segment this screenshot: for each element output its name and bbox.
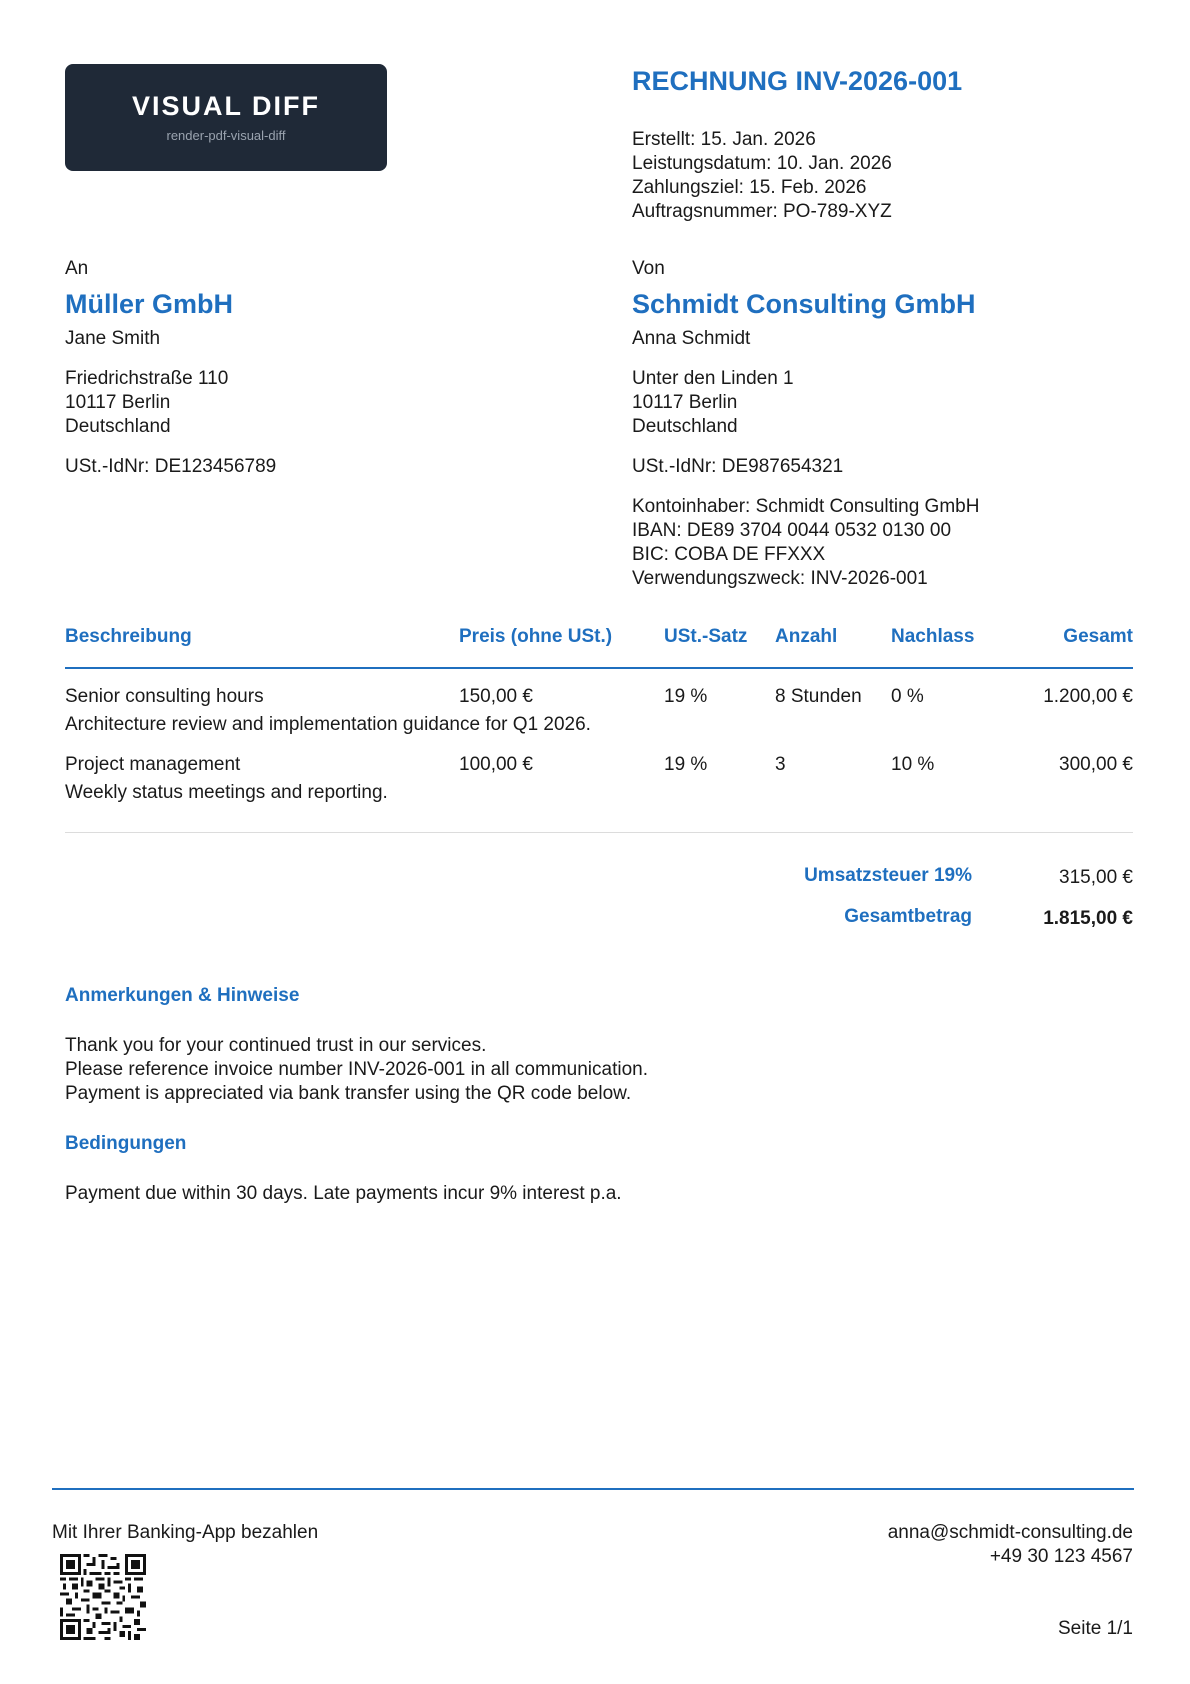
sender-address-line: 10117 Berlin	[632, 392, 738, 413]
notes-line: Please reference invoice number INV-2026-001 in all communication.	[65, 1059, 648, 1080]
meta-created: Erstellt: 15. Jan. 2026	[632, 129, 816, 150]
bank-account-holder: Kontoinhaber: Schmidt Consulting GmbH	[632, 496, 980, 517]
row-price: 150,00 €	[459, 686, 533, 707]
contact-email: anna@schmidt-consulting.de	[887, 1522, 1133, 1543]
row-discount: 10 %	[891, 754, 935, 775]
meta-order-number: Auftragsnummer: PO-789-XYZ	[632, 201, 892, 222]
invoice-title: RECHNUNG INV-2026-001	[632, 66, 963, 96]
row-description: Project management	[65, 754, 241, 775]
recipient-contact: Jane Smith	[65, 328, 161, 349]
bank-iban: IBAN: DE89 3704 0044 0532 0130 00	[632, 520, 952, 541]
row-vat-rate: 19 %	[664, 686, 708, 707]
sender-address-line: Unter den Linden 1	[632, 368, 794, 389]
contact-phone: +49 30 123 4567	[989, 1546, 1133, 1567]
company-logo	[65, 64, 387, 171]
recipient-block	[65, 257, 565, 479]
notes-line: Thank you for your continued trust in our services.	[65, 1035, 487, 1056]
footer-rule	[52, 1488, 1134, 1490]
row-description: Senior consulting hours	[65, 686, 264, 707]
notes-body	[65, 1034, 648, 1106]
recipient-label: An	[65, 258, 89, 279]
sender-block	[632, 257, 1132, 591]
col-header-discount: Nachlass	[891, 626, 975, 647]
logo-subtitle: render-pdf-visual-diff	[166, 128, 286, 143]
page-number: Seite 1/1	[1058, 1618, 1133, 1639]
col-header-quantity: Anzahl	[775, 626, 838, 647]
col-header-description: Beschreibung	[65, 626, 192, 647]
vat-total-value: 315,00 €	[1059, 867, 1133, 888]
row-total: 300,00 €	[1059, 754, 1133, 775]
sender-company: Schmidt Consulting GmbH	[632, 289, 976, 319]
row-discount: 0 %	[891, 686, 924, 707]
vat-total-label: Umsatzsteuer 19%	[804, 865, 972, 886]
logo-title: VISUAL DIFF	[131, 91, 320, 121]
sender-contact: Anna Schmidt	[632, 328, 751, 349]
recipient-address-line: Friedrichstraße 110	[65, 368, 229, 389]
payment-qr-code-icon	[60, 1554, 146, 1640]
recipient-company: Müller GmbH	[65, 289, 234, 319]
notes-line: Payment is appreciated via bank transfer using the QR code below.	[65, 1083, 632, 1104]
row-price: 100,00 €	[459, 754, 533, 775]
row-total: 1.200,00 €	[1043, 686, 1133, 707]
recipient-vat-id: USt.-IdNr: DE123456789	[65, 456, 277, 477]
row-quantity: 3	[775, 754, 786, 775]
bank-bic: BIC: COBA DE FFXXX	[632, 544, 826, 565]
bank-reference: Verwendungszweck: INV-2026-001	[632, 568, 928, 589]
recipient-address-line: 10117 Berlin	[65, 392, 171, 413]
recipient-address-line: Deutschland	[65, 416, 171, 437]
grand-total-value: 1.815,00 €	[1043, 908, 1133, 929]
col-header-price: Preis (ohne USt.)	[459, 626, 613, 647]
row-quantity: 8 Stunden	[775, 686, 862, 707]
notes-heading: Anmerkungen & Hinweise	[65, 985, 300, 1006]
row-vat-rate: 19 %	[664, 754, 708, 775]
row-detail: Architecture review and implementation guidance for Q1 2026.	[65, 714, 591, 735]
qr-pay-label: Mit Ihrer Banking-App bezahlen	[52, 1522, 319, 1543]
col-header-vat-rate: USt.-Satz	[664, 626, 748, 647]
table-bottom-rule	[65, 832, 1133, 833]
invoice-meta	[632, 128, 892, 224]
terms-text: Payment due within 30 days. Late payments incur 9% interest p.a.	[65, 1183, 622, 1204]
col-header-total: Gesamt	[1063, 626, 1133, 647]
meta-service-date: Leistungsdatum: 10. Jan. 2026	[632, 153, 892, 174]
meta-due-date: Zahlungsziel: 15. Feb. 2026	[632, 177, 867, 198]
terms-heading: Bedingungen	[65, 1133, 187, 1154]
table-header-rule	[65, 667, 1133, 669]
sender-address-line: Deutschland	[632, 416, 738, 437]
grand-total-label: Gesamtbetrag	[844, 906, 972, 927]
row-detail: Weekly status meetings and reporting.	[65, 782, 388, 803]
sender-label: Von	[632, 258, 665, 279]
sender-vat-id: USt.-IdNr: DE987654321	[632, 456, 844, 477]
